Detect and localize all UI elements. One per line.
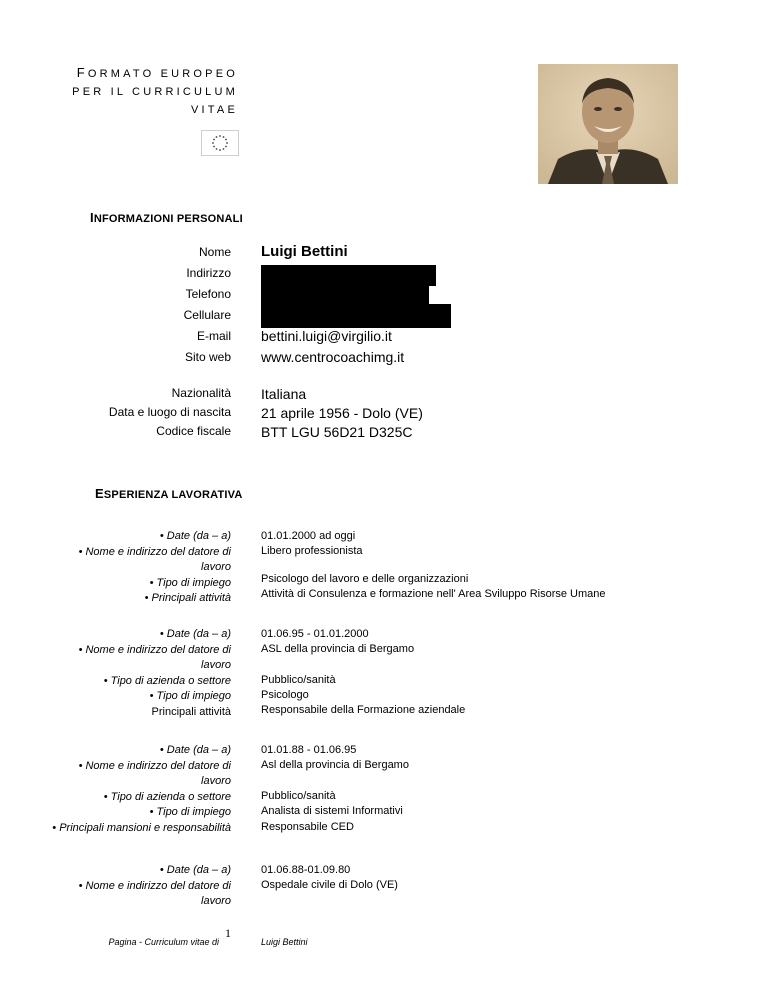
exp3-responsibilities-label: • Principali mansioni e responsabilità <box>52 821 231 834</box>
exp2-employer-label: • Nome e indirizzo del datore di <box>78 643 231 656</box>
exp4-employer-label-2: lavoro <box>201 895 231 907</box>
exp3-employer-label: • Nome e indirizzo del datore di <box>78 759 231 772</box>
exp1-employer-label: • Nome e indirizzo del datore di <box>78 545 231 558</box>
label-telefono: Telefono <box>185 287 231 301</box>
label-codice-fiscale: Codice fiscale <box>156 424 231 438</box>
value-codice-fiscale: BTT LGU 56D21 D325C <box>261 424 413 440</box>
cv-title-line1: FORMATO EUROPEO <box>76 65 238 80</box>
exp3-type-label: • Tipo di impiego <box>149 806 231 818</box>
exp4-labels <box>0 863 231 910</box>
exp2-type-label: • Tipo di impiego <box>149 690 231 702</box>
exp2-employer-value: ASL della provincia di Bergamo <box>261 643 415 655</box>
page-number: 1 <box>225 926 231 940</box>
section-work-experience: ESPERIENZA LAVORATIVA <box>95 486 243 501</box>
exp3-sector-value: Pubblico/sanità <box>261 790 336 802</box>
exp3-employer-label-2: lavoro <box>201 775 231 787</box>
redaction-block-1 <box>261 265 436 286</box>
label-email: E-mail <box>196 329 231 343</box>
exp2-type-value: Psicologo <box>261 689 309 701</box>
section-personal-info: INFORMAZIONI PERSONALI <box>90 210 243 225</box>
exp1-type-label: • Tipo di impiego <box>149 576 231 589</box>
exp4-date-value: 01.06.88-01.09.80 <box>261 864 351 876</box>
value-nascita: 21 aprile 1956 - Dolo (VE) <box>261 405 423 421</box>
exp2-employer-label-2: lavoro <box>201 659 231 671</box>
cv-title <box>0 64 238 119</box>
exp2-date-value: 01.06.95 - 01.01.2000 <box>261 628 369 640</box>
exp3-labels <box>0 743 231 836</box>
cv-title-line2: PER IL CURRICULUM <box>72 86 238 98</box>
footer-left: Pagina - Curriculum vitae di <box>108 937 219 947</box>
exp4-employer-label: • Nome e indirizzo del datore di <box>78 879 231 892</box>
exp2-sector-value: Pubblico/sanità <box>261 674 336 686</box>
eu-flag-icon <box>201 130 239 156</box>
exp1-employer-value: Libero professionista <box>261 545 363 557</box>
exp4-date-label: • Date (da – a) <box>159 864 231 876</box>
exp3-responsibilities-value: Responsabile CED <box>261 821 354 833</box>
exp3-employer-value: Asl della provincia di Bergamo <box>261 759 409 771</box>
value-sito-web: www.centrocoachimg.it <box>261 349 405 365</box>
exp3-sector-label: • Tipo di azienda o settore <box>103 790 231 803</box>
exp1-employer-label-2: lavoro <box>201 561 231 573</box>
value-nazionalita: Italiana <box>261 386 307 402</box>
exp4-employer-value: Ospedale civile di Dolo (VE) <box>261 879 398 891</box>
exp1-date-label: • Date (da – a) <box>159 530 231 542</box>
exp2-labels <box>0 627 231 720</box>
exp3-type-value: Analista di sistemi Informativi <box>261 805 403 817</box>
exp1-date-value: 01.01.2000 ad oggi <box>261 530 356 542</box>
label-indirizzo: Indirizzo <box>186 266 231 280</box>
redaction-block-2 <box>261 286 429 305</box>
label-sito-web: Sito web <box>184 350 231 364</box>
exp1-labels <box>0 529 231 607</box>
label-nazionalita: Nazionalità <box>171 386 231 400</box>
value-nome: Luigi Bettini <box>261 243 348 260</box>
footer-right: Luigi Bettini <box>261 937 308 947</box>
label-nome: Nome <box>198 245 231 259</box>
exp1-activities-value: Attività di Consulenza e formazione nell' Area Sviluppo Risorse Umane <box>261 588 606 600</box>
redaction-block-3 <box>261 304 451 328</box>
portrait-photo <box>538 64 678 184</box>
exp2-activities-label: Principali attività <box>151 705 231 718</box>
exp2-date-label: • Date (da – a) <box>159 628 231 640</box>
cv-title-line3: VITAE <box>191 104 238 116</box>
exp2-activities-value: Responsabile della Formazione aziendale <box>261 704 466 716</box>
exp3-date-value: 01.01.88 - 01.06.95 <box>261 744 357 756</box>
exp3-date-label: • Date (da – a) <box>159 744 231 756</box>
label-nascita: Data e luogo di nascita <box>108 405 231 419</box>
exp2-sector-label: • Tipo di azienda o settore <box>103 674 231 687</box>
label-cellulare: Cellulare <box>183 308 231 322</box>
value-email: bettini.luigi@virgilio.it <box>261 328 392 344</box>
exp1-activities-label: • Principali attività <box>144 592 231 604</box>
exp1-type-value: Psicologo del lavoro e delle organizzazioni <box>261 573 469 585</box>
